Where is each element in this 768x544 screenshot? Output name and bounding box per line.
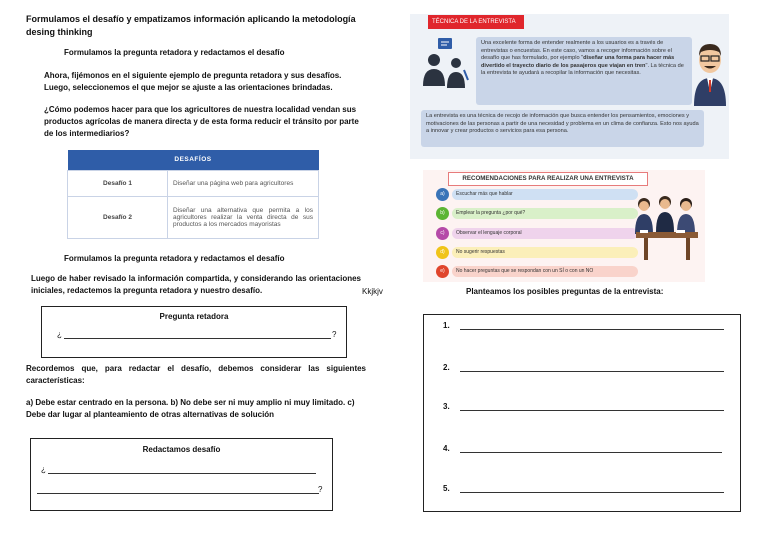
box-title: Redactamos desafío (142, 445, 221, 454)
close-mark: ? (332, 330, 337, 339)
question-number: 1. (443, 321, 450, 330)
questions-heading: Planteamos los posibles preguntas de la entrevista: (466, 287, 664, 296)
row-label: Desafío 1 (68, 170, 168, 196)
banner: TÉCNICA DE LA ENTREVISTA (428, 15, 524, 29)
answer-line[interactable] (460, 371, 724, 372)
item-text: Observar el lenguaje corporal (452, 228, 638, 239)
item-number: c) (436, 227, 449, 240)
paragraph-2: Luego de haber revisado la información compartida, y considerando las orientaciones iniciales, redactemos la pregunta retadora y nuestro desafío. (31, 274, 361, 295)
technique-text-box (476, 37, 692, 105)
page-title: Formulamos el desafío y empatizamos información aplicando la metodología desing thinking (26, 14, 356, 37)
challenge-question-box (41, 306, 347, 358)
row-text: Diseñar una alternativa que permita a los agricultores realizar la venta directa de sus productos a los mercados mayoristas (168, 196, 319, 238)
interview-people-icon (420, 36, 472, 92)
answer-line[interactable] (460, 329, 724, 330)
item-number: e) (436, 265, 449, 278)
meeting-people-icon (632, 190, 702, 265)
item-text: Emplear la pregunta ¿por qué? (452, 208, 638, 219)
question-number: 4. (443, 444, 450, 453)
answer-line[interactable] (37, 493, 319, 494)
question-number: 3. (443, 402, 450, 411)
question-number: 5. (443, 484, 450, 493)
item-text: No hacer preguntas que se respondan con un SÍ o con un NO (452, 266, 638, 277)
table-header: DESAFÍOS (68, 150, 319, 170)
challenges-table (67, 150, 319, 239)
text-bold: diseñar una forma para hacer más divertido el trayecto diario de los pasajeros que viajan en tren (481, 55, 675, 69)
open-mark: ¿ (57, 330, 62, 339)
interview-questions-box (423, 314, 741, 512)
row-text: Diseñar una página web para agricultores (168, 170, 319, 196)
definition-text-box: La entrevista es una técnica de recojo de información que busca entender los pensamientos, emociones y motivaciones de las personas a partir de una necesidad y problema en un clima de confianza. Esto nos ayuda a innovar y crear productos o servicios para esa persona. (421, 110, 704, 147)
answer-line[interactable] (48, 473, 316, 474)
answer-line[interactable] (460, 410, 724, 411)
item-text: Escuchar más que hablar (452, 189, 638, 200)
text-part: ". La técnica de la entrevista te ayudará a recopilar la información que necesitas. (481, 62, 684, 77)
box-title: Pregunta retadora (159, 312, 229, 321)
row-label: Desafío 2 (68, 196, 168, 238)
text-part: Una excelente forma de entender realmente a los usuarios es a través de entrevistas o encuestas. En este caso, vamos a recoger información sobre el desafío que has formulado, por ejemplo " (481, 40, 672, 62)
recommendations-title: RECOMENDACIONES PARA REALIZAR UNA ENTREVISTA (448, 172, 648, 186)
paragraph-1: Ahora, fijémonos en el siguiente ejemplo de pregunta retadora y sus desafíos. Luego, seleccionemos el que mejor se ajuste a las orientaciones brindadas. (44, 71, 342, 92)
challenge-question: ¿Cómo podemos hacer para que los agricultores de nuestra localidad vendan sus productos agrícolas de manera directa y de esta forma reducir el tránsito por parte de los intermediarios? (44, 105, 359, 138)
challenge-draft-box (30, 438, 333, 511)
item-number: b) (436, 207, 449, 220)
table-row (68, 196, 319, 238)
answer-line[interactable] (64, 338, 331, 339)
open-mark: ¿ (41, 465, 46, 474)
subtitle-2: Formulamos la pregunta retadora y redactamos el desafío (64, 254, 285, 263)
answer-line[interactable] (460, 492, 724, 493)
close-mark: ? (318, 485, 323, 494)
item-text: No sugerir respuestas (452, 247, 638, 258)
answer-line[interactable] (460, 452, 722, 453)
stray-text: Kkjkjv (362, 287, 383, 296)
table-row (68, 170, 319, 196)
item-number: a) (436, 188, 449, 201)
subtitle-1: Formulamos la pregunta retadora y redactamos el desafío (64, 48, 285, 57)
paragraph-3: Recordemos que, para redactar el desafío, debemos considerar las siguientes características: (26, 364, 366, 385)
cartoon-man-icon (690, 40, 730, 108)
question-number: 2. (443, 363, 450, 372)
characteristics-list: a) Debe estar centrado en la persona. b) No debe ser ni muy amplio ni muy limitado. c) Debe dar lugar al planteamiento de otras alternativas de solución (26, 398, 355, 419)
item-number: d) (436, 246, 449, 259)
